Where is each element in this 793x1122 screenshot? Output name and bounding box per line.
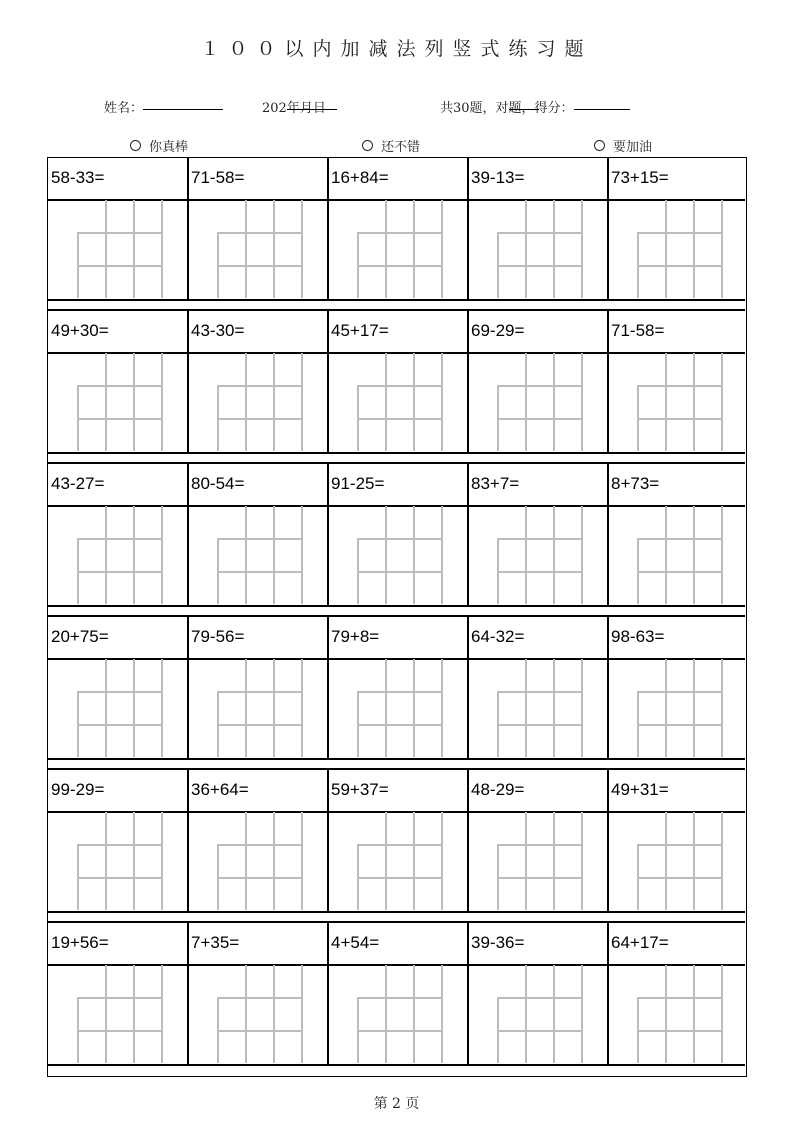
problem-expression: 36+64= — [191, 780, 249, 799]
problem-expression: 16+84= — [331, 168, 389, 187]
grid-line — [721, 812, 723, 910]
answer-grid[interactable] — [357, 965, 441, 1063]
grid-line — [637, 265, 723, 267]
grid-line — [217, 691, 303, 693]
rating-option-1[interactable] — [130, 136, 188, 155]
problem-expression: 48-29= — [471, 780, 525, 799]
grid-line — [245, 812, 247, 910]
grid-line — [273, 200, 275, 298]
grid-line — [77, 877, 163, 879]
grid-line — [301, 200, 303, 298]
answer-grid[interactable] — [77, 812, 161, 910]
grid-line — [497, 997, 583, 999]
day-label: 日 — [312, 101, 326, 116]
answer-grid[interactable] — [497, 812, 581, 910]
grid-line — [217, 385, 303, 387]
rating-label: 还不错 — [381, 140, 421, 155]
rating-option-3[interactable] — [594, 136, 652, 155]
problem-expression: 8+73= — [611, 474, 660, 493]
grid-line — [161, 353, 163, 451]
grid-line — [497, 385, 583, 387]
grid-line — [413, 506, 415, 604]
grid-line — [637, 997, 723, 999]
grid-line — [497, 571, 583, 573]
grid-line — [721, 506, 723, 604]
grid-line — [497, 232, 583, 234]
grid-line — [553, 506, 555, 604]
grid-line — [245, 353, 247, 451]
answer-grid[interactable] — [497, 353, 581, 451]
grid-line — [693, 506, 695, 604]
grid-line — [105, 353, 107, 451]
grid-line — [217, 418, 303, 420]
answer-grid[interactable] — [637, 812, 721, 910]
problem-expression: 98-63= — [611, 627, 665, 646]
grid-line — [637, 844, 723, 846]
grid-line — [77, 538, 163, 540]
grid-line — [105, 200, 107, 298]
problem-expression: 43-30= — [191, 321, 245, 340]
grid-line — [637, 571, 723, 573]
name-label: 姓名： — [104, 101, 144, 116]
problem-expression: 80-54= — [191, 474, 245, 493]
grid-line — [77, 265, 163, 267]
grid-line — [77, 232, 163, 234]
grid-line — [217, 997, 303, 999]
grid-line — [581, 965, 583, 1063]
grid-line — [301, 353, 303, 451]
answer-grid[interactable] — [357, 200, 441, 298]
grid-line — [217, 724, 303, 726]
problem-row — [48, 923, 745, 1076]
grid-line — [413, 659, 415, 757]
grid-line — [273, 812, 275, 910]
day-blank[interactable] — [313, 97, 337, 110]
grid-line — [441, 812, 443, 910]
grid-line — [553, 659, 555, 757]
grid-line — [581, 659, 583, 757]
score-blank[interactable] — [574, 97, 630, 110]
problem-expression: 39-36= — [471, 933, 525, 952]
grid-line — [133, 353, 135, 451]
rating-label: 要加油 — [613, 140, 653, 155]
grid-line — [357, 538, 443, 540]
problem-expression: 71-58= — [611, 321, 665, 340]
grid-line — [133, 965, 135, 1063]
circle-icon — [130, 140, 141, 151]
score-label: 题，得分： — [508, 101, 574, 116]
problem-expression: 19+56= — [51, 933, 109, 952]
grid-line — [77, 571, 163, 573]
row-divider — [48, 605, 745, 607]
problem-expression: 45+17= — [331, 321, 389, 340]
grid-line — [637, 1030, 723, 1032]
grid-line — [273, 506, 275, 604]
grid-line — [581, 353, 583, 451]
grid-line — [357, 385, 443, 387]
problem-row — [48, 311, 745, 464]
name-field[interactable] — [104, 97, 143, 116]
page-title: １００以内加减法列竖式练习题 — [200, 38, 593, 60]
row-divider — [48, 911, 745, 913]
grid-line — [497, 877, 583, 879]
problem-expression: 64+17= — [611, 933, 669, 952]
grid-line — [665, 659, 667, 757]
grid-line — [161, 506, 163, 604]
grid-line — [525, 659, 527, 757]
rating-label: 你真棒 — [149, 140, 189, 155]
worksheet-grid — [47, 157, 747, 1077]
grid-line — [245, 965, 247, 1063]
grid-line — [525, 200, 527, 298]
row-divider — [48, 1064, 745, 1066]
grid-line — [665, 200, 667, 298]
grid-line — [413, 812, 415, 910]
grid-line — [77, 1030, 163, 1032]
grid-line — [525, 506, 527, 604]
grid-line — [133, 200, 135, 298]
grid-line — [77, 418, 163, 420]
problem-row — [48, 770, 745, 923]
grid-line — [693, 659, 695, 757]
grid-line — [721, 659, 723, 757]
grid-line — [553, 200, 555, 298]
page-number: 第 2 页 — [373, 1096, 420, 1112]
answer-grid[interactable] — [77, 506, 161, 604]
grid-line — [133, 812, 135, 910]
answer-grid[interactable] — [77, 965, 161, 1063]
circle-icon — [362, 140, 373, 151]
grid-line — [385, 200, 387, 298]
grid-line — [413, 200, 415, 298]
grid-line — [77, 844, 163, 846]
answer-grid[interactable] — [497, 200, 581, 298]
grid-line — [553, 353, 555, 451]
grid-line — [665, 965, 667, 1063]
grid-line — [385, 659, 387, 757]
grid-line — [161, 965, 163, 1063]
problem-expression: 69-29= — [471, 321, 525, 340]
problem-expression: 79-56= — [191, 627, 245, 646]
grid-line — [581, 506, 583, 604]
grid-line — [441, 200, 443, 298]
grid-line — [77, 691, 163, 693]
name-blank[interactable] — [143, 97, 223, 110]
grid-line — [133, 506, 135, 604]
answer-grid[interactable] — [357, 353, 441, 451]
grid-line — [273, 353, 275, 451]
grid-line — [77, 724, 163, 726]
grid-line — [357, 997, 443, 999]
row-divider — [48, 452, 745, 454]
answer-grid[interactable] — [357, 812, 441, 910]
grid-line — [245, 506, 247, 604]
grid-line — [357, 691, 443, 693]
grid-line — [525, 965, 527, 1063]
answer-grid[interactable] — [497, 659, 581, 757]
answer-grid[interactable] — [357, 506, 441, 604]
grid-line — [385, 965, 387, 1063]
grid-line — [497, 691, 583, 693]
row-divider — [48, 758, 745, 760]
answer-grid[interactable] — [217, 353, 301, 451]
grid-line — [441, 353, 443, 451]
grid-line — [133, 659, 135, 757]
grid-line — [161, 659, 163, 757]
grid-line — [245, 659, 247, 757]
answer-grid[interactable] — [637, 200, 721, 298]
answer-grid[interactable] — [497, 965, 581, 1063]
grid-line — [273, 965, 275, 1063]
total-label: 共30题，对 — [440, 101, 509, 116]
grid-line — [217, 265, 303, 267]
answer-grid[interactable] — [77, 659, 161, 757]
grid-line — [497, 1030, 583, 1032]
grid-line — [245, 200, 247, 298]
answer-grid[interactable] — [217, 965, 301, 1063]
grid-line — [497, 844, 583, 846]
grid-line — [161, 812, 163, 910]
problem-expression: 79+8= — [331, 627, 380, 646]
grid-line — [637, 385, 723, 387]
grid-line — [525, 812, 527, 910]
grid-line — [77, 997, 163, 999]
problem-expression: 20+75= — [51, 627, 109, 646]
grid-line — [721, 200, 723, 298]
problem-expression: 99-29= — [51, 780, 105, 799]
grid-line — [721, 353, 723, 451]
answer-grid[interactable] — [637, 965, 721, 1063]
problem-expression: 7+35= — [191, 933, 240, 952]
grid-line — [637, 538, 723, 540]
grid-line — [217, 877, 303, 879]
problem-expression: 73+15= — [611, 168, 669, 187]
problem-expression: 64-32= — [471, 627, 525, 646]
grid-line — [693, 812, 695, 910]
grid-line — [441, 965, 443, 1063]
grid-line — [357, 877, 443, 879]
grid-line — [161, 200, 163, 298]
grid-line — [497, 724, 583, 726]
problem-row — [48, 617, 745, 770]
answer-grid[interactable] — [637, 353, 721, 451]
answer-grid[interactable] — [77, 353, 161, 451]
answer-grid[interactable] — [217, 200, 301, 298]
grid-line — [105, 506, 107, 604]
grid-line — [693, 200, 695, 298]
grid-line — [105, 812, 107, 910]
grid-line — [357, 571, 443, 573]
grid-line — [385, 506, 387, 604]
problem-expression: 71-58= — [191, 168, 245, 187]
rating-option-2[interactable] — [362, 136, 420, 155]
grid-line — [497, 418, 583, 420]
grid-line — [721, 965, 723, 1063]
problem-expression: 49+31= — [611, 780, 669, 799]
grid-line — [665, 506, 667, 604]
grid-line — [553, 965, 555, 1063]
grid-line — [357, 232, 443, 234]
grid-line — [497, 538, 583, 540]
score-field — [440, 97, 574, 116]
problem-row — [48, 464, 745, 617]
year-prefix: 202 — [262, 101, 287, 116]
grid-line — [357, 724, 443, 726]
problem-expression: 4+54= — [331, 933, 380, 952]
grid-line — [357, 418, 443, 420]
answer-grid[interactable] — [217, 506, 301, 604]
answer-grid[interactable] — [497, 506, 581, 604]
grid-line — [385, 353, 387, 451]
row-divider — [48, 299, 745, 301]
problem-expression: 49+30= — [51, 321, 109, 340]
grid-line — [301, 965, 303, 1063]
year-label: 年 — [286, 101, 300, 116]
problem-expression: 83+7= — [471, 474, 520, 493]
correct-blank[interactable] — [509, 97, 539, 110]
problem-expression: 91-25= — [331, 474, 385, 493]
grid-line — [553, 812, 555, 910]
answer-grid[interactable] — [217, 659, 301, 757]
grid-line — [301, 659, 303, 757]
grid-line — [441, 506, 443, 604]
grid-line — [357, 1030, 443, 1032]
problem-row — [48, 158, 745, 311]
grid-line — [637, 418, 723, 420]
grid-line — [217, 538, 303, 540]
grid-line — [637, 724, 723, 726]
grid-line — [637, 877, 723, 879]
answer-grid[interactable] — [217, 812, 301, 910]
grid-line — [693, 353, 695, 451]
grid-line — [385, 812, 387, 910]
answer-grid[interactable] — [637, 659, 721, 757]
grid-line — [525, 353, 527, 451]
grid-line — [581, 812, 583, 910]
grid-line — [105, 965, 107, 1063]
grid-line — [357, 844, 443, 846]
grid-line — [665, 353, 667, 451]
problem-expression: 39-13= — [471, 168, 525, 187]
grid-line — [301, 812, 303, 910]
grid-line — [413, 353, 415, 451]
grid-line — [217, 571, 303, 573]
grid-line — [497, 265, 583, 267]
grid-line — [217, 1030, 303, 1032]
grid-line — [665, 812, 667, 910]
answer-grid[interactable] — [357, 659, 441, 757]
grid-line — [217, 232, 303, 234]
grid-line — [301, 506, 303, 604]
grid-line — [217, 844, 303, 846]
date-field — [262, 97, 326, 116]
problem-expression: 43-27= — [51, 474, 105, 493]
problem-expression: 58-33= — [51, 168, 105, 187]
grid-line — [581, 200, 583, 298]
month-label: 月 — [299, 101, 313, 116]
answer-grid[interactable] — [77, 200, 161, 298]
grid-line — [77, 385, 163, 387]
grid-line — [637, 232, 723, 234]
circle-icon — [594, 140, 605, 151]
grid-line — [357, 265, 443, 267]
grid-line — [693, 965, 695, 1063]
grid-line — [441, 659, 443, 757]
grid-line — [273, 659, 275, 757]
answer-grid[interactable] — [637, 506, 721, 604]
grid-line — [105, 659, 107, 757]
grid-line — [637, 691, 723, 693]
problem-expression: 59+37= — [331, 780, 389, 799]
grid-line — [413, 965, 415, 1063]
